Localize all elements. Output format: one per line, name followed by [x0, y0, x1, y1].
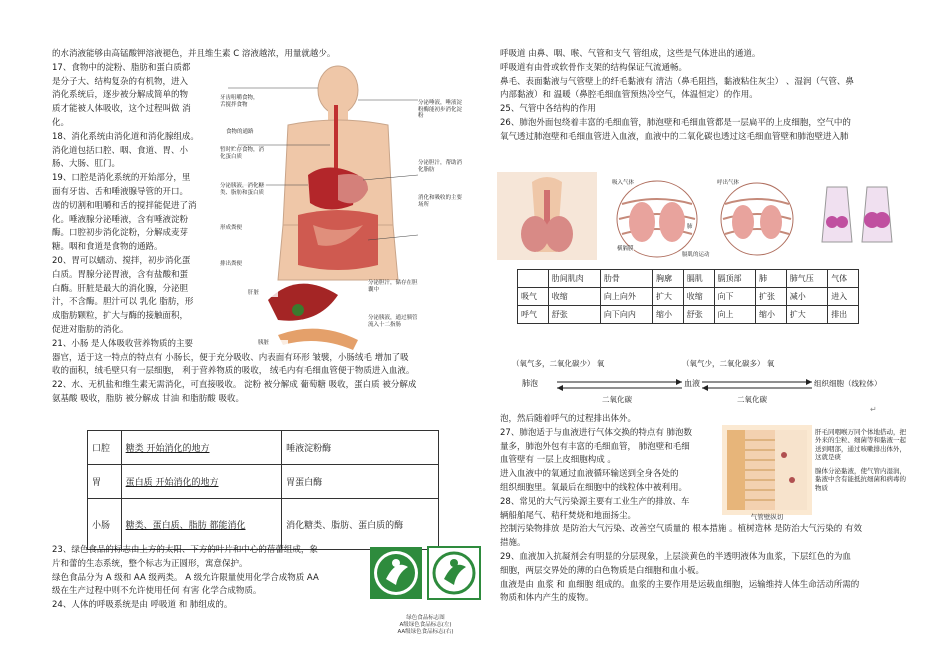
fig-label: 膈肌的运动 [682, 252, 710, 258]
breathing-table [517, 269, 859, 324]
fig-label: 吸入气体 [612, 180, 635, 186]
text-line: 消化道包括口腔、咽、食道、胃、小 [52, 145, 189, 156]
table-row [88, 465, 439, 499]
text-line: 呼吸道有由骨或软骨作支架的结构保证气流通畅。 [500, 62, 688, 73]
text-line: 17、食物中的淀粉、脂肪和蛋白质都 [52, 62, 191, 73]
respiratory-diagram [497, 172, 907, 260]
digest-label: 分泌胆汁，帮助消化脂肪 [418, 160, 466, 173]
table-cell: 肋骨 [600, 270, 652, 288]
table-cell: 唾液淀粉酶 [282, 431, 439, 465]
digest-label: 分泌胰液，消化糖类、脂肪和蛋白质 [220, 183, 265, 196]
trachea-wall-figure [722, 425, 812, 515]
text-line: 泡，然后随着呼气的过程排出体外。 [500, 414, 637, 424]
digest-label: 食物的通路 [226, 129, 272, 136]
table-row [88, 431, 439, 465]
text-line: 酶。口腔初步消化淀粉，分解成麦芽 [52, 228, 189, 239]
text-line: 收的面积，绒毛壁只有一层细胞， 利于营养物质的吸收， 绒毛内有毛细血管便于物质进入血液。 [52, 366, 415, 377]
text-line: 血液是由 血浆 和 血细胞 组成的。血浆的主要作用是运载血细胞，运输维持人体生命活动所需的 [500, 579, 860, 590]
table-cell: 舒张 [683, 306, 714, 324]
text-line: 绿色食品分为 A 级和 AA 级两类。 A 级允许限量使用化学合成物质 AA [52, 572, 319, 583]
text-line: 肠、大肠、肛门。 [52, 159, 121, 170]
table-cell: 胸廓 [653, 270, 684, 288]
table-cell: 肺 [755, 270, 786, 288]
green-food-logo-icon [368, 545, 483, 611]
table-cell: 扩大 [786, 306, 827, 324]
text-line: 辆船舶尾气、秸秆焚烧和地面扬尘。 [500, 510, 637, 521]
digestive-system-figure [218, 65, 468, 353]
table-cell: 向下向内 [600, 306, 652, 324]
table-row [518, 288, 859, 306]
table-cell: 蛋白质 开始消化的地方 [121, 465, 281, 499]
table-cell: 消化糖类、脂肪、蛋白质的酶 [282, 499, 439, 550]
table-cell: 糖类 开始消化的地方 [121, 431, 281, 465]
digest-label: 分泌胆汁，储存在胆囊中 [368, 280, 420, 293]
text-line: 质才能被人体吸收，这个过程叫做 消 [52, 104, 191, 115]
gas-exchange-flow [512, 358, 882, 406]
text-line: 27、肺泡适于与血液进行气体交换的特点有 肺泡数 [500, 427, 693, 438]
table-cell: 膈肌 [683, 270, 714, 288]
digest-label: 胰脏 [258, 340, 288, 347]
table-cell: 气体 [828, 270, 859, 288]
digest-label: 暂时贮存食物，消化蛋白质 [220, 147, 265, 160]
text-line: 组织细胞里。氧最后在细胞中的线粒体中被利用。 [500, 482, 688, 493]
table-cell: 舒张 [548, 306, 600, 324]
text-line: 29、血液加入抗凝剂会有明显的分层现象，上层淡黄色的半透明液体为血浆，下层红色的为血 [500, 551, 851, 562]
table-row [518, 270, 859, 288]
table-cell: 胃蛋白酶 [282, 465, 439, 499]
fig-label: 肺 [687, 224, 693, 230]
text-line: 片和蕾的生态系统，整个标志为正圆形，寓意保护。 [52, 558, 248, 569]
text-line: 23、绿色食品的标志由上方的太阳、下方的叶片和中心的蓓蕾组成，象 [52, 545, 318, 555]
table-cell: 肋间肌肉 [548, 270, 600, 288]
logo-caption: 绿色食品标志图 [406, 615, 445, 621]
text-line: 鼻毛、表面黏液与气管壁上的纤毛黏液有 清洁（鼻毛阻挡，黏液粘住灰尘） 、湿润（气管、鼻 [500, 76, 854, 87]
text-line: 齿的切割和咀嚼和舌的搅拌能促进了消 [52, 200, 197, 211]
gas-label: 二氧化碳 [602, 395, 632, 404]
text-line: 20、胃可以蠕动、搅拌，初步消化蛋 [52, 255, 191, 266]
return-mark: ↵ [870, 405, 877, 414]
logo-caption: AA级绿色食品标志(右) [397, 629, 454, 635]
trachea-note-2: 腺体分泌黏液，使气管内湿润，黏液中含有能抵抗细菌和病毒的物质 [815, 467, 906, 492]
text-line: 消化系统后，逐步被分解成简单的物 [52, 90, 189, 101]
logo-caption: A级绿色食品标志(左) [399, 622, 452, 628]
text-line: 细胞，两层交界处的薄的白色物质是白细胞和血小板。 [500, 565, 705, 576]
text-line: 级在生产过程中则不允许使用任何 有害 化学合成物质。 [52, 586, 262, 597]
text-line: 化。唾液腺分泌唾液，含有唾液淀粉 [52, 214, 189, 225]
digest-label: 分泌胰液，通过胰管流入十二指肠 [368, 315, 420, 328]
text-line: 22、水、无机盐和维生素无需消化，可直接吸收。 淀粉 被分解成 葡萄糖 吸收，蛋白质 被分解成 [52, 380, 417, 391]
text-line: 19、口腔是消化系统的开始部分，里 [52, 173, 191, 184]
table-cell: 呼气 [518, 306, 549, 324]
digest-label: 肝脏 [248, 290, 278, 297]
table-cell: 进入 [828, 288, 859, 306]
table-cell: 缩小 [653, 306, 684, 324]
text-line: 28、常见的大气污染源主要有工业生产的排放、车 [500, 496, 690, 507]
table-cell: 向上向外 [600, 288, 652, 306]
digestion-organ-table [87, 430, 439, 550]
text-line: 24、人体的呼吸系统是由 呼吸道 和 肺组成的。 [52, 600, 233, 611]
text-line: 进入血液中的氧通过血液循环输送到全身各处的 [500, 469, 679, 480]
text-line: 促进对脂肪的消化。 [52, 324, 129, 335]
right-column [500, 48, 908, 145]
table-row [88, 499, 439, 550]
respiratory-figure [497, 172, 907, 260]
text-line: 呼吸道 由鼻、咽、喉、气管和支气 管组成，这些是气体进出的通道。 [500, 49, 761, 59]
text-line: 白酶。肝脏是最大的消化腺，分泌胆 [52, 283, 189, 294]
text-line: 面有牙齿、舌和唾液腺导管的开口。 [52, 186, 189, 197]
table-cell: 糖类、蛋白质、脂肪 都能消化 [121, 499, 281, 550]
table-cell [518, 270, 549, 288]
text-line: 白质。胃腺分泌胃液，含有盐酸和蛋 [52, 269, 189, 280]
table-cell: 缩小 [755, 306, 786, 324]
gas-label: 血液 [684, 379, 700, 388]
text-line: 25、气管中各结构的作用 [500, 104, 596, 115]
table-cell: 肺气压 [786, 270, 827, 288]
gas-label: 组织细胞（线粒体） [814, 379, 882, 388]
trachea-caption: 气管壁纵切 [750, 513, 784, 521]
table-cell: 排出 [828, 306, 859, 324]
text-line: 26、肺泡外面包绕着丰富的毛细血管，肺泡壁和毛细血管都是一层扁平的上皮细胞，空气中的 [500, 117, 851, 128]
table-cell: 胃 [88, 465, 122, 499]
text-line: 措施。 [500, 538, 526, 549]
table-cell: 膈顶部 [714, 270, 755, 288]
text-line: 内部黏液）和 温暖（鼻腔毛细血管预热冷空气，体温恒定）的作用。 [500, 90, 758, 101]
text-line: 氨基酸 吸收，脂肪 被分解成 甘油 和脂肪酸 吸收。 [52, 393, 245, 404]
text-line: 的水消液能够由高锰酸钾溶液褪色，并且维生素 C 溶液越浓，用量就越少。 [52, 49, 336, 59]
table-cell: 收缩 [548, 288, 600, 306]
text-line: 汁，不含酶。胆汁可以 乳化 脂肪，形 [52, 297, 194, 308]
digest-label: 消化和吸收的主要场所 [418, 195, 466, 208]
table-cell: 吸气 [518, 288, 549, 306]
digest-label: 牙齿咀嚼食物，舌搅拌食物 [220, 95, 259, 108]
text-line: 21、小肠 是人体吸收营养物质的主要 [52, 338, 194, 349]
text-line: 物质和体内产生的废物。 [500, 593, 594, 604]
gas-label: （氧气多，二氧化碳少） 氧 [512, 359, 605, 368]
text-line: 器官，适于这一特点的特点有 小肠长，便于充分吸收、内表面有环形 皱襞，小肠绒毛 增加了吸 [52, 352, 409, 363]
fig-label: 呼出气体 [717, 180, 740, 186]
fig-label: 横膈膜 [617, 246, 634, 252]
text-line: 成脂肪颗粒，扩大与酶的接触面积， [52, 311, 189, 322]
text-line: 18、消化系统由消化道和消化腺组成。 [52, 131, 199, 142]
gas-label: （氧气少，二氧化碳多） 氧 [682, 359, 775, 368]
table-cell: 收缩 [683, 288, 714, 306]
table-cell: 减小 [786, 288, 827, 306]
digest-label: 排出粪便 [220, 261, 264, 268]
trachea-note-1: 肝毛同咽喉万同个体地搭动，把外来的尘粒、细菌等和黏液一起送到咽部，通过咳嗽排出体外，这就是痰 [815, 428, 906, 461]
table-cell: 小肠 [88, 499, 122, 550]
digest-label: 形成粪便 [220, 225, 264, 232]
gas-label: 二氧化碳 [737, 395, 767, 404]
text-line: 血管壁有 一层上皮细胞构成 。 [500, 455, 616, 466]
text-line: 化。 [52, 117, 70, 128]
green-food-logo [368, 545, 483, 640]
text-line: 量多，肺泡外包有丰富的毛细血管， 肺泡壁和毛细 [500, 441, 690, 452]
table-cell: 向下 [714, 288, 755, 306]
text-line: 控制污染物排放 是防治大气污染、改善空气质量的 根本措施 。植树造林 是防治大气污染的 有效 [500, 524, 863, 535]
table-cell: 口腔 [88, 431, 122, 465]
table-row [518, 306, 859, 324]
left-bottom-text [52, 544, 372, 613]
trachea-note [815, 428, 907, 492]
text-line: 糖。咽和食道是食物的通路。 [52, 242, 163, 253]
text-line: 氧气透过肺泡壁和毛细血管进入血液，血液中的二氧化碳也透过这毛细血管壁和肺泡壁进入肺 [500, 131, 849, 142]
table-cell: 扩张 [755, 288, 786, 306]
table-cell: 向上 [714, 306, 755, 324]
table-cell: 扩大 [653, 288, 684, 306]
trachea-icon [722, 425, 812, 515]
digest-label: 分泌唾液，唾液淀粉酶能初步消化淀粉 [418, 100, 466, 120]
gas-label: 肺泡 [522, 379, 538, 388]
text-line: 是分子大、结构复杂的有机物，进入 [52, 76, 189, 87]
